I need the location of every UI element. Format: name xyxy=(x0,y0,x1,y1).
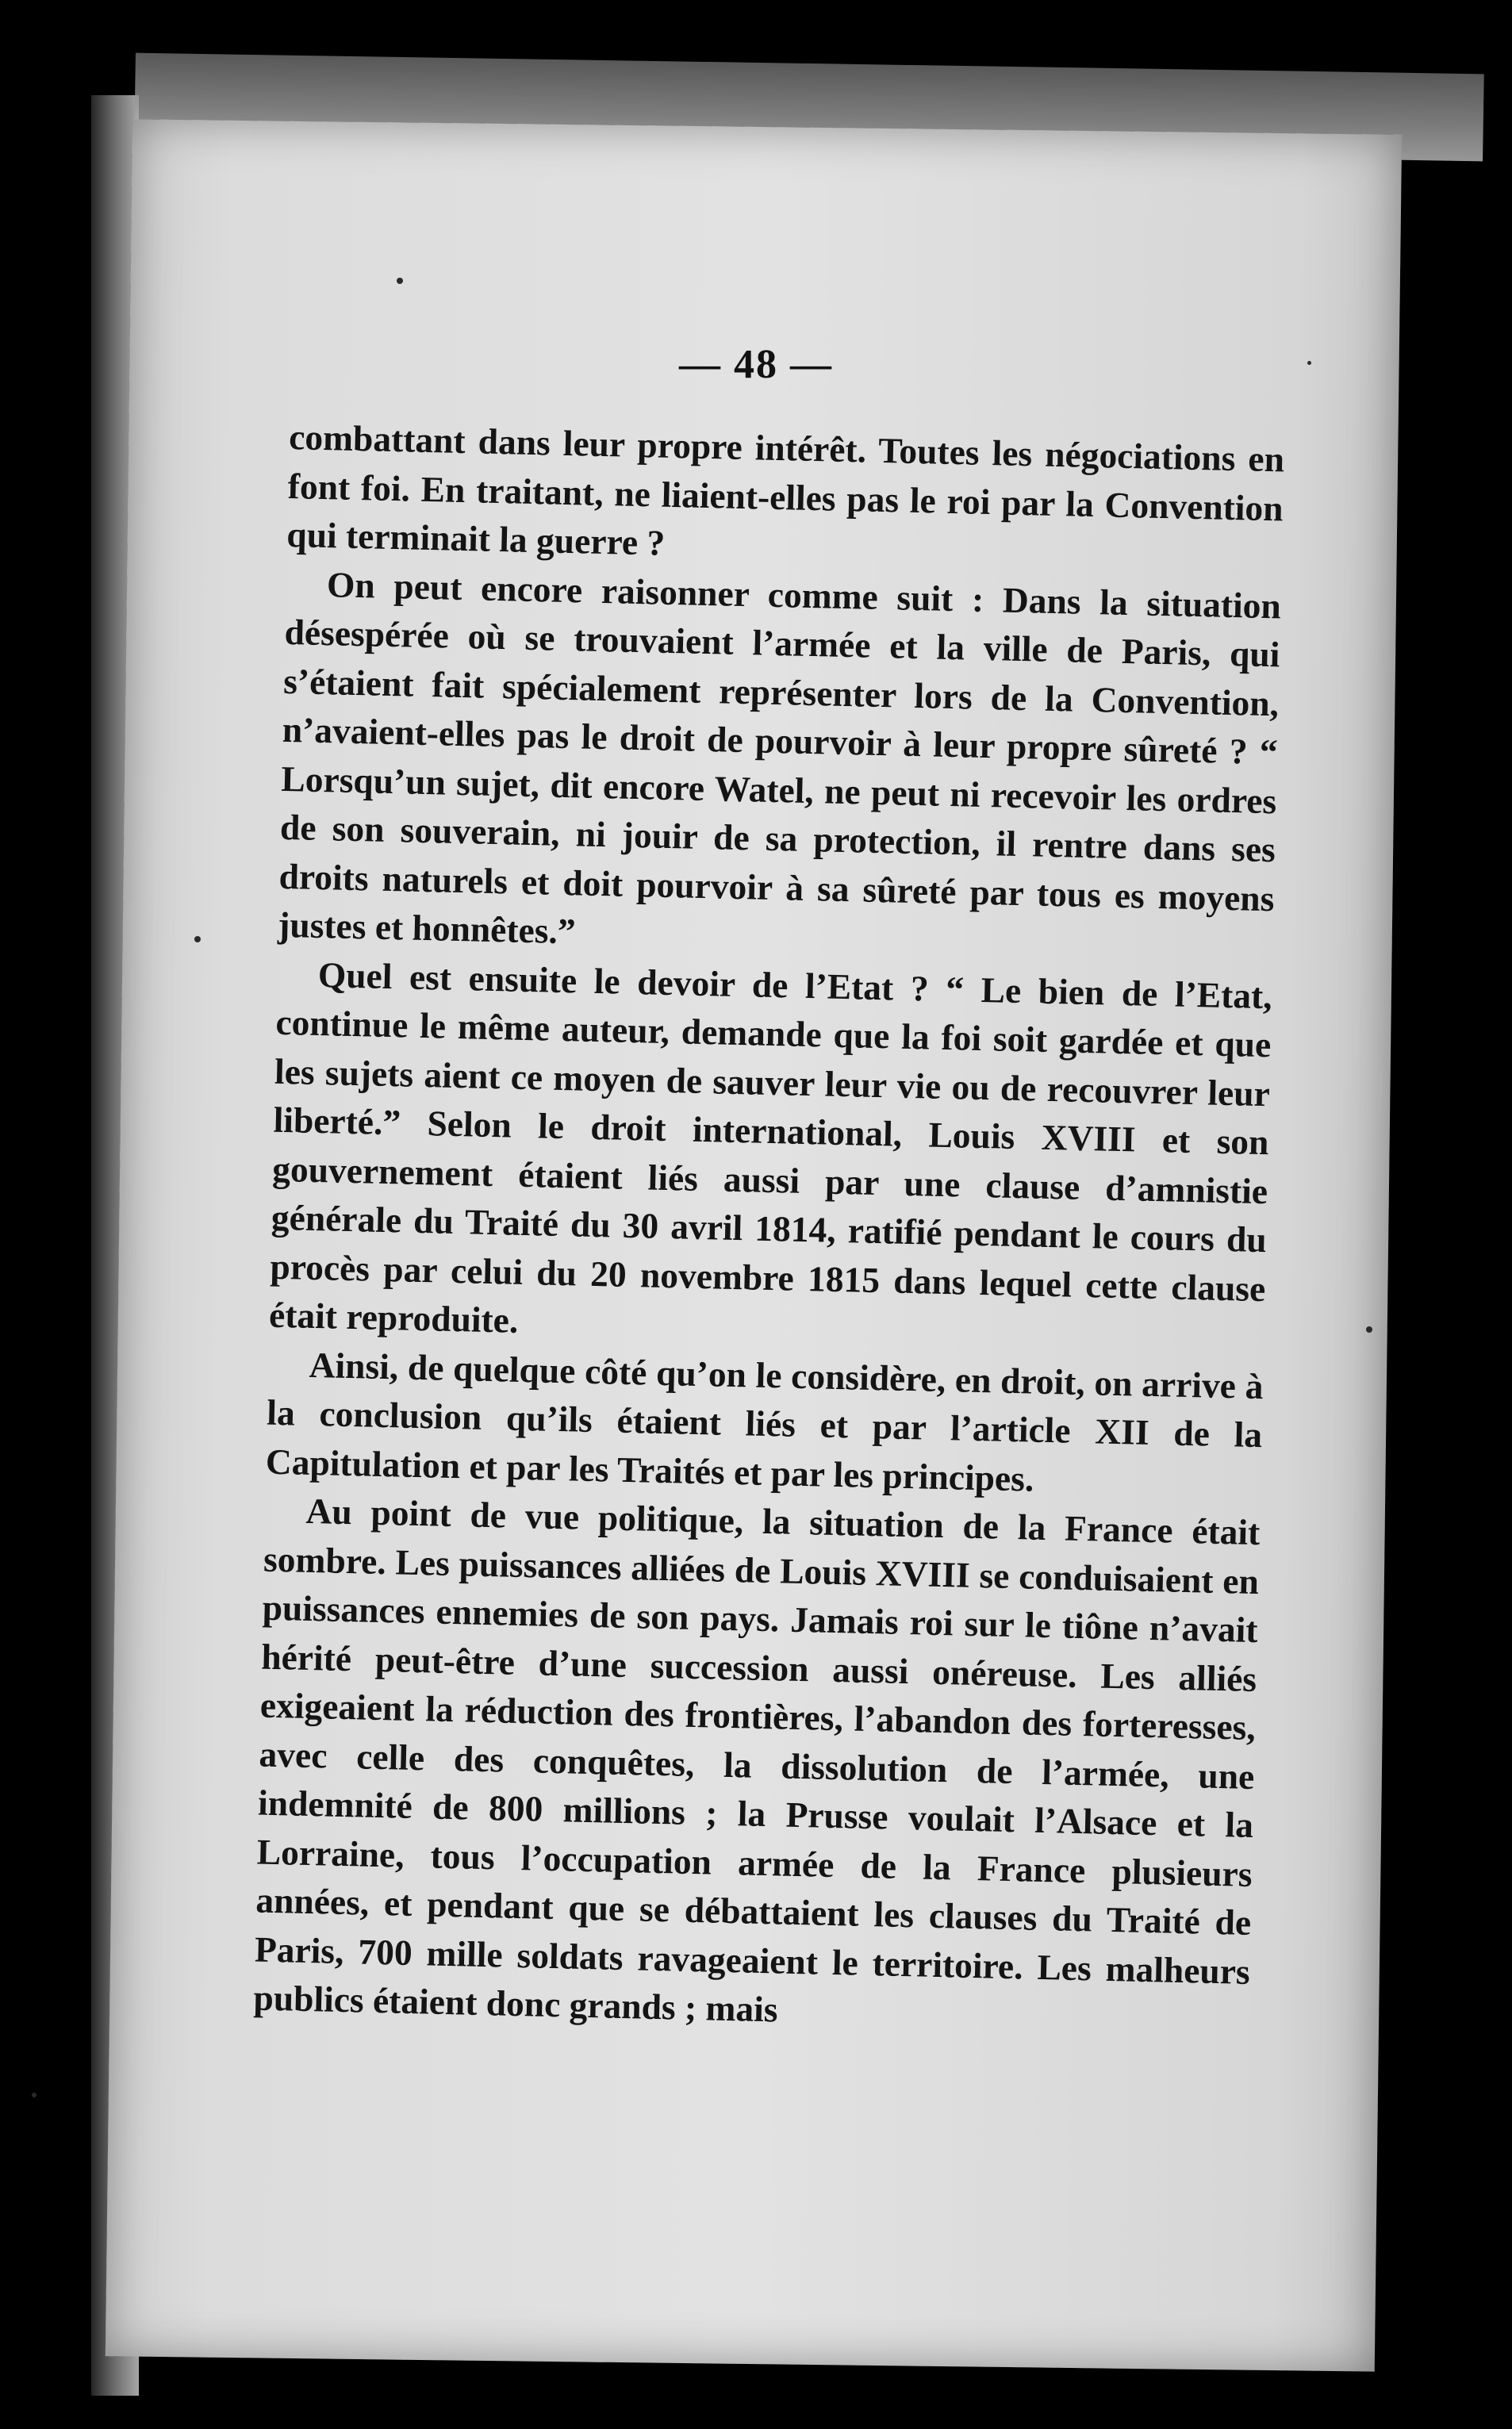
speck xyxy=(397,278,403,284)
paragraph-5: Au point de vue politique, la situation de la France était sombre. Les puissances alliées de Louis XVIII se conduisaient en puissances ennemies de son pays. Jamais roi sur le tiône n’avait hérité peut-être d’une succession aussi onéreuse. Les alliés exigeaient la réduction des frontières, l’abandon des forteresses, avec celle des conquêtes, la dissolution de l’armée, une indemnité de 800 millions ; la Prusse voulait l’Alsace et la Lorraine, tous l’occupation armée de la France plusieurs années, et pendant que se débattaient les clauses du Traité de Paris, 700 mille soldats ravageaient le territoire. Les malheurs publics étaient donc grands ; mais xyxy=(253,1490,1261,2030)
speck xyxy=(194,936,201,942)
speck xyxy=(32,2093,36,2097)
paragraph-3: Quel est ensuite le devoir de l’Etat ? “ Le bien de l’Etat, continue le même auteur, demande que la foi soit gardée et que les sujets aient ce moyen de sauver leur vie ou de recouvrer leur liberté.” Selon le droit international, Louis XVIII et son gouvernement étaient liés aussi par une clause d’amnistie générale du Traité du 30 avril 1814, ratifié pendant le cours du procès par celui du 20 novembre 1815 dans lequel cette clause était reproduite. xyxy=(268,954,1273,1341)
body-text xyxy=(253,413,1285,2044)
paragraph-4: Ainsi, de quelque côté qu’on le considère, en droit, on arrive à la conclusion qu’ils étaient liés et par l’article XII de la Capitulation et par les Traités et par les principes. xyxy=(265,1344,1264,1499)
page-number: — 48 — xyxy=(679,342,833,387)
speck xyxy=(1366,1326,1372,1333)
paragraph-2: On peut encore raisonner comme suit : Dans la situation désespérée où se trouvaient l’armée et la ville de Paris, qui s’étaient fait spécialement représenter lors de la Convention, n’avaient-elles pas le droit de pourvoir à leur propre sûreté ? “ Lorsqu’un sujet, dit encore Watel, ne peut ni recevoir les ordres de son souverain, ni jouir de sa protection, il rentre dans ses droits naturels et doit pourvoir à sa sûreté par tous es moyens justes et honnêtes.” xyxy=(277,563,1282,952)
paragraph-1: combattant dans leur propre intérêt. Toutes les négociations en font foi. En traitant, ne liaient-elles pas le roi par la Convention qui terminait la guerre ? xyxy=(286,416,1285,563)
